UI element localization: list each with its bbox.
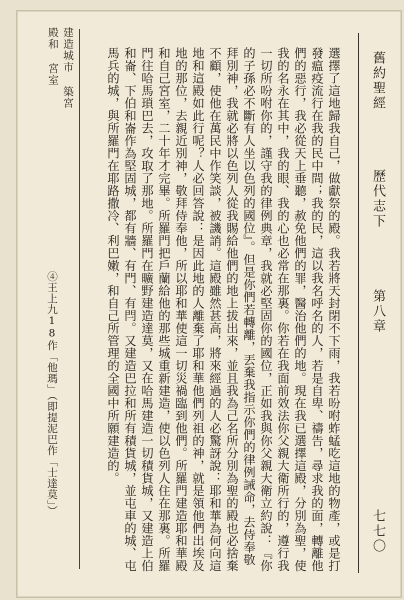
chapter-label: 第八章 [370,289,385,334]
section-title: 歷代志下 [370,169,385,229]
page-number: 七七〇 [370,509,385,554]
header-rule [358,33,359,573]
footnote: ④王上九18作「他瑪」（即提泥巴作「士達莫」） [46,271,58,517]
main-text [87,47,342,577]
body-text: 選擇了這地歸我自己，做獻祭的殿。我若將天封閉不下雨，我若吩咐蚱蜢吃這地的物產，或是打發瘟疫流行在我的民中間；我的民，這以我名呼名的人，若是自卑、禱告，尋求我的面，轉離他們的惡行，我必從天上垂聽，赦免他們的罪，醫治他們的地。現在我已選擇這殿，分別為聖，使我的名永在其中，我的眼、我的心也必常在那裏。你若在我面前效法你父親大衛所行的，遵行我一切所吩咐你的，謹守我的律例典章，我就必堅固你的國位，正如我與你父親大衛立約說：『你的子孫必不斷有人坐以色列的國位』。但是你們若轉離，丟棄我指示你們的律例誡命，去侍奉敬拜別神，我就必將以色列人從我賜給他們的地上拔出來，並且我為己名所分別為聖的殿也必捨棄不顧，使他在萬民中作笑談，被譏誚。這殿雖然甚高，將來經過的人必驚訝說：耶和華為何向這地和這殿如此行呢？人必回答說：是因此地的人離棄了耶和華他們列祖的神，就是領他們出埃及地的那位，去親近別神，敬拜侍奉他，所以耶和華使這一切災禍臨到他們。所羅門建造耶和華殿和自己宮室，二十年才完畢。所羅門把戶蘭給他的那些城重新建造，使以色列人住在那裏。所羅門往哈馬瑣巴去，攻取了那地。所羅門在曠野建造達莫，又在哈馬建造一切積貨城，又建造上伯和崙、下伯和崙作為堅固城，都有牆、有門、有閂。又建造巴拉和所有積貨城，並屯車的城、屯馬兵的城，與所羅門在耶路撒冷、利巴嫩，和自己所管理的全國中所願建造的。 [106,47,341,572]
book-page [16,10,402,598]
left-rule [79,29,80,569]
page-header [363,29,395,589]
margin-note: 建造城市 築宮殿和 宮室 [47,27,74,109]
book-title: 舊約聖經 [370,51,385,111]
